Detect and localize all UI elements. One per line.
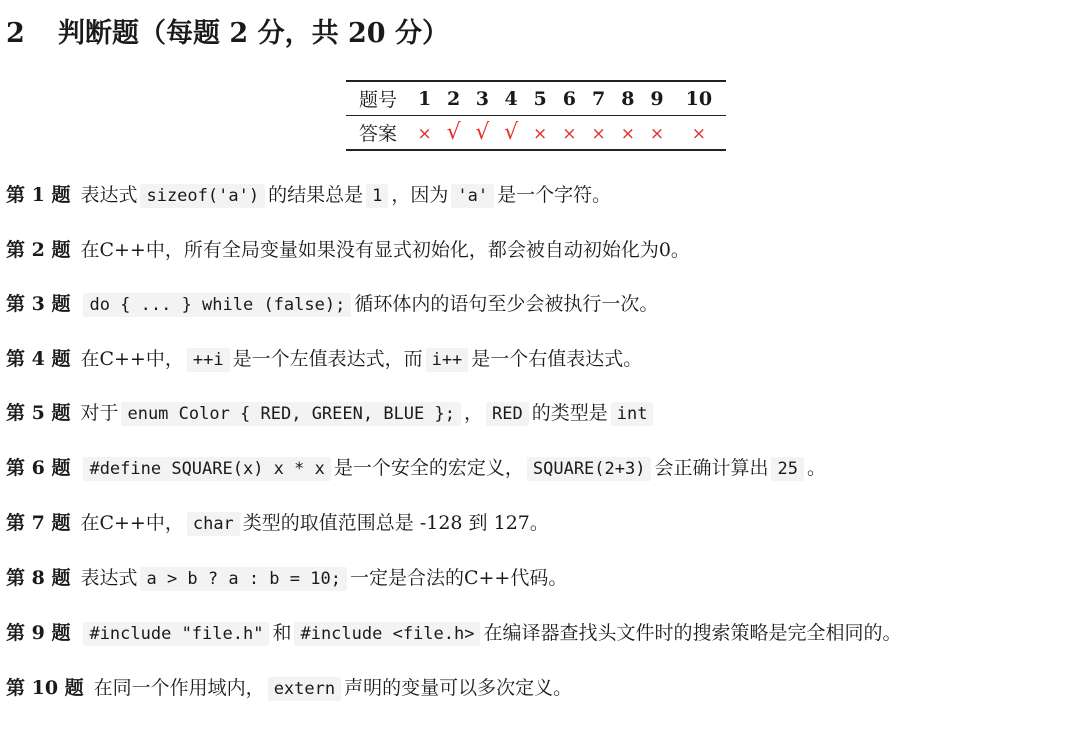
inline-code: #include <file.h> (294, 622, 480, 646)
check-mark-icon: √ (504, 120, 519, 145)
answer-cell (410, 116, 439, 151)
inline-code: 1 (366, 184, 388, 208)
answer-cell (526, 116, 555, 151)
answer-row (346, 116, 726, 151)
inline-code: extern (268, 677, 341, 701)
question-number-cell: 1 (410, 81, 439, 116)
question-4 (6, 344, 642, 374)
inline-code: int (611, 402, 654, 426)
question-label: 第 9 题 (6, 622, 71, 644)
question-text: 循环体内的语句至少会被执行一次。 (354, 293, 659, 315)
cross-mark-icon: × (562, 123, 577, 144)
question-text: 一定是合法的C++代码。 (349, 567, 568, 589)
question-1 (6, 180, 611, 210)
question-number-cell: 6 (555, 81, 584, 116)
question-number-cell: 8 (613, 81, 642, 116)
cross-mark-icon: × (691, 123, 706, 144)
inline-code: do { ... } while (false); (83, 293, 351, 317)
question-text: 是一个字符。 (497, 184, 612, 206)
question-number-cell: 3 (468, 81, 497, 116)
question-number-cell: 10 (672, 81, 726, 116)
question-8 (6, 563, 567, 593)
question-label: 第 5 题 (6, 402, 71, 424)
inline-code: #define SQUARE(x) x * x (83, 457, 330, 481)
question-5 (6, 398, 656, 428)
cross-mark-icon: × (591, 123, 606, 144)
cross-mark-icon: × (649, 123, 665, 144)
answer-cell (672, 116, 726, 151)
question-text: 在C++中， (80, 512, 184, 534)
inline-code: 25 (771, 457, 803, 481)
inline-code: char (187, 512, 240, 536)
question-label: 第 7 题 (6, 512, 71, 534)
question-text: 表达式 (80, 567, 138, 589)
answer-cell (468, 116, 497, 151)
question-number-cell: 9 (642, 81, 671, 116)
question-text: ，因为 (391, 184, 449, 206)
question-label: 第 2 题 (6, 239, 71, 261)
question-text: ， (463, 402, 483, 424)
answer-cell (555, 116, 584, 151)
answer-cell (613, 116, 642, 151)
section-number: 2 (6, 18, 25, 49)
inline-code: 'a' (451, 184, 494, 208)
question-2 (6, 235, 690, 265)
question-10 (6, 673, 572, 703)
check-mark-icon: √ (446, 120, 461, 145)
answer-cell (439, 116, 468, 151)
question-text: 的结果总是 (268, 184, 364, 206)
question-text: 在C++中， (80, 348, 184, 370)
question-label: 第 8 题 (6, 567, 71, 589)
section-title (6, 10, 449, 58)
question-number-cell: 5 (526, 81, 555, 116)
question-number-cell: 2 (439, 81, 468, 116)
question-label: 第 4 题 (6, 348, 71, 370)
question-3 (6, 289, 658, 319)
inline-code: RED (486, 402, 529, 426)
question-text: 表达式 (80, 184, 138, 206)
question-text: 是一个右值表达式。 (471, 348, 643, 370)
question-number-header: 题号 (346, 81, 410, 116)
question-text: 是一个安全的宏定义， (333, 457, 524, 479)
cross-mark-icon: × (417, 123, 432, 144)
section-title-text: 判断题（每题 2 分，共 20 分） (58, 18, 449, 49)
question-label: 第 10 题 (6, 677, 84, 699)
question-text: 在C++中，所有全局变量如果没有显式初始化，都会被自动初始化为0。 (80, 239, 690, 261)
question-text: 对于 (80, 402, 119, 424)
answer-cell (584, 116, 613, 151)
inline-code: ++i (187, 348, 230, 372)
question-9 (6, 618, 901, 648)
cross-mark-icon: × (533, 123, 548, 144)
inline-code: enum Color { RED, GREEN, BLUE }; (121, 402, 461, 426)
inline-code: sizeof('a') (140, 184, 265, 208)
question-text: 会正确计算出 (654, 457, 769, 479)
inline-code: i++ (426, 348, 469, 372)
question-label: 第 3 题 (6, 293, 71, 315)
check-mark-icon: √ (475, 120, 490, 145)
cross-mark-icon: × (620, 123, 635, 144)
inline-code: SQUARE(2+3) (527, 457, 652, 481)
question-number-cell: 7 (584, 81, 613, 116)
question-label: 第 6 题 (6, 457, 71, 479)
inline-code: #include "file.h" (83, 622, 269, 646)
question-text: 类型的取值范围总是 -128 到 127。 (242, 512, 549, 534)
question-text: 的类型是 (531, 402, 608, 424)
question-text: 和 (272, 622, 292, 644)
answer-cell (642, 116, 671, 151)
question-text: 是一个左值表达式，而 (232, 348, 423, 370)
question-label: 第 1 题 (6, 184, 71, 206)
question-number-row (346, 81, 726, 116)
answer-cell (497, 116, 526, 151)
question-7 (6, 508, 549, 538)
question-text: 在编译器查找头文件时的搜索策略是完全相同的。 (483, 622, 902, 644)
answer-header: 答案 (358, 123, 397, 145)
inline-code: a > b ? a : b = 10; (140, 567, 346, 591)
question-6 (6, 453, 826, 483)
question-number-cell: 4 (497, 81, 526, 116)
answer-table (346, 80, 726, 151)
question-text: 声明的变量可以多次定义。 (344, 677, 573, 699)
question-text: 在同一个作用域内， (93, 677, 265, 699)
question-text: 。 (806, 457, 826, 479)
